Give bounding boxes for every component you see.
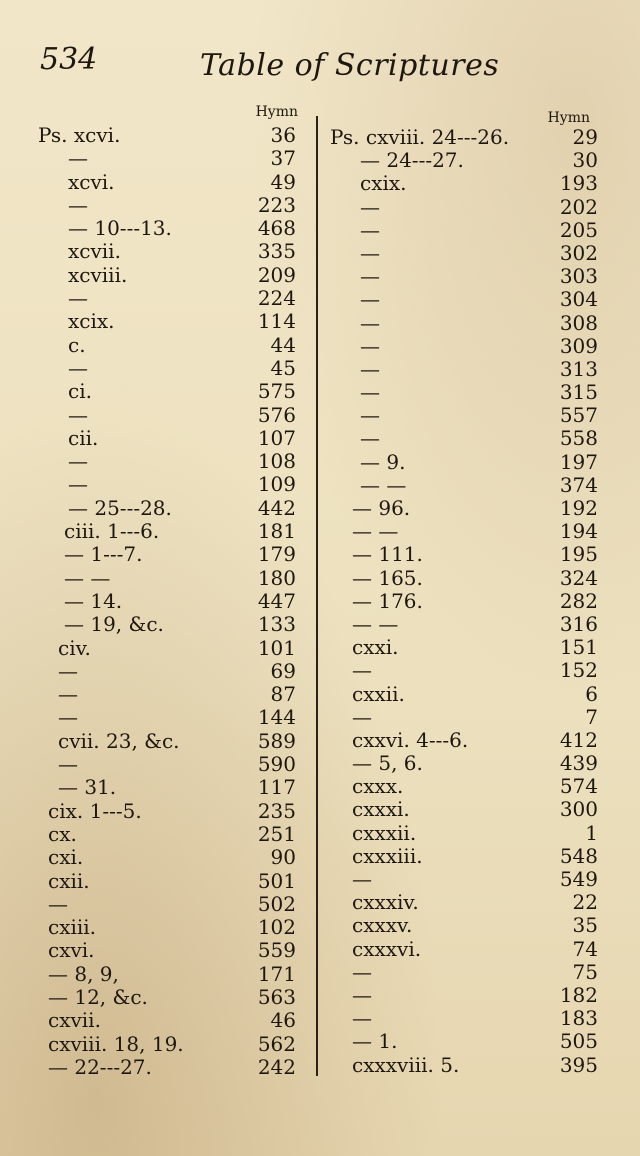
hymn-number: 29: [572, 125, 598, 149]
index-entry: [34, 1056, 310, 1079]
hymn-number: 144: [257, 705, 296, 730]
index-entry: [34, 380, 310, 403]
scripture-reference: cxxii.: [352, 681, 405, 706]
scripture-reference: — 96.: [352, 496, 411, 520]
scripture-reference: —: [360, 356, 380, 381]
scripture-reference: c.: [68, 332, 86, 357]
index-entry: [34, 520, 310, 543]
scripture-reference: ci.: [68, 379, 92, 404]
scripture-reference: Ps. xcvi.: [38, 123, 121, 147]
index-entry: [34, 613, 310, 636]
hymn-number: 316: [559, 611, 598, 636]
index-entry: [326, 798, 602, 821]
index-entry: [34, 473, 310, 496]
hymn-number: 562: [257, 1031, 296, 1056]
page-number: 534: [40, 42, 98, 77]
hymn-number: 197: [559, 449, 598, 474]
hymn-number: 44: [270, 332, 296, 357]
hymn-number: 576: [257, 402, 296, 427]
hymn-number: 324: [559, 565, 598, 590]
scripture-reference: —: [58, 705, 78, 730]
index-entry: [326, 196, 602, 219]
index-entry: [326, 219, 602, 242]
scripture-reference: — 176.: [352, 588, 423, 613]
index-entry: [326, 868, 602, 891]
scripture-reference: —: [360, 333, 380, 358]
index-entry: [34, 963, 310, 986]
hymn-number: 557: [559, 403, 598, 428]
hymn-number: 558: [559, 426, 598, 451]
scripture-reference: — 8, 9,: [48, 961, 119, 986]
index-entry: [34, 846, 310, 869]
index-entry: [326, 474, 602, 497]
hymn-number: 45: [270, 355, 296, 380]
scripture-reference: —: [68, 449, 88, 474]
hymn-number: 69: [270, 658, 296, 683]
index-entry: [326, 845, 602, 868]
index-entry: [326, 358, 602, 381]
index-entry: [34, 660, 310, 683]
index-entry: [326, 242, 602, 265]
index-entry: [34, 986, 310, 1009]
scripture-reference: — 25---28.: [68, 495, 172, 520]
index-entry: [326, 543, 602, 566]
hymn-number: 107: [257, 425, 296, 450]
index-entry: [34, 147, 310, 170]
index-entry: [326, 520, 602, 543]
scripture-reference: — 10---13.: [68, 216, 172, 241]
index-entry: [326, 451, 602, 474]
hymn-number: 205: [559, 217, 598, 242]
left-entry-list: [34, 124, 310, 1079]
hymn-number: 563: [257, 984, 296, 1009]
scripture-reference: — 19, &c.: [64, 612, 164, 637]
index-entry: [34, 730, 310, 753]
hymn-number: 181: [257, 519, 296, 544]
page-title: Table of Scriptures: [200, 48, 500, 83]
scripture-reference: —: [68, 402, 88, 427]
scripture-reference: — 111.: [352, 542, 423, 567]
hymn-number: 179: [257, 542, 296, 567]
index-entry: [34, 823, 310, 846]
scripture-reference: —: [352, 959, 372, 984]
index-entry: [34, 450, 310, 473]
index-entry: [326, 126, 602, 149]
index-entry: [34, 217, 310, 240]
hymn-number: 242: [257, 1054, 296, 1079]
scripture-reference: — —: [352, 519, 399, 544]
index-entry: [326, 706, 602, 729]
hymn-number: 548: [559, 843, 598, 868]
index-entry: [34, 1033, 310, 1056]
scripture-reference: — 22---27.: [48, 1054, 152, 1079]
column-divider: [316, 116, 318, 1076]
index-entry: [34, 706, 310, 729]
scripture-reference: — 14.: [64, 588, 123, 613]
hymn-number: 193: [559, 171, 598, 196]
scripture-reference: civ.: [58, 635, 91, 660]
hymn-number: 251: [257, 821, 296, 846]
index-entry: [34, 567, 310, 590]
hymn-number: 87: [270, 682, 296, 707]
scripture-reference: —: [360, 426, 380, 451]
scripture-reference: —: [58, 682, 78, 707]
index-entry: [34, 287, 310, 310]
scripture-reference: —: [360, 194, 380, 219]
hymn-number: 49: [270, 169, 296, 194]
scripture-reference: —: [352, 658, 372, 683]
index-entry: [34, 870, 310, 893]
index-entry: [34, 497, 310, 520]
scripture-reference: —: [360, 403, 380, 428]
scripture-reference: —: [352, 1006, 372, 1031]
scripture-reference: —: [58, 752, 78, 777]
scripture-reference: —: [48, 891, 68, 916]
hymn-number: 90: [270, 845, 296, 870]
hymn-number: 395: [559, 1052, 598, 1077]
index-entry: [326, 938, 602, 961]
scripture-reference: — 5, 6.: [352, 751, 423, 776]
scripture-reference: cxxxii.: [352, 820, 417, 845]
left-column: [34, 104, 310, 1079]
index-entry: [326, 984, 602, 1007]
index-entry: [34, 171, 310, 194]
hymn-number: 46: [270, 1008, 296, 1033]
index-entry: [326, 752, 602, 775]
scripture-reference: xcix.: [68, 309, 115, 334]
hymn-number: 304: [559, 287, 598, 312]
scripture-reference: —: [68, 286, 88, 311]
index-entry: [34, 124, 310, 147]
hymn-number: 559: [257, 938, 296, 963]
scripture-reference: xcviii.: [68, 262, 128, 287]
index-entry: [326, 427, 602, 450]
index-entry: [326, 729, 602, 752]
index-entry: [34, 590, 310, 613]
index-entry: [34, 683, 310, 706]
right-entry-list: [326, 126, 602, 1077]
hymn-number: 501: [257, 868, 296, 893]
hymn-number: 335: [257, 239, 296, 264]
hymn-number: 224: [257, 286, 296, 311]
index-entry: [326, 590, 602, 613]
index-entry: [326, 1007, 602, 1030]
hymn-number: 1: [585, 820, 598, 845]
scripture-reference: cii.: [68, 425, 99, 450]
scripture-reference: — 24---27.: [360, 148, 464, 173]
index-entry: [326, 335, 602, 358]
index-entry: [326, 288, 602, 311]
scripture-reference: —: [360, 287, 380, 312]
scripture-reference: —: [360, 264, 380, 289]
scripture-reference: — 9.: [360, 449, 406, 474]
scripture-reference: —: [360, 310, 380, 335]
scripture-reference: —: [68, 472, 88, 497]
hymn-number: 35: [572, 913, 598, 938]
index-entry: [34, 240, 310, 263]
hymn-number: 108: [257, 449, 296, 474]
index-entry: [326, 381, 602, 404]
hymn-number: 102: [257, 915, 296, 940]
hymn-number: 502: [257, 891, 296, 916]
scripture-reference: Ps. cxviii. 24---26.: [330, 125, 510, 149]
scripture-reference: cxxxv.: [352, 913, 413, 938]
scripture-reference: cxxxvi.: [352, 936, 422, 961]
hymn-number: 133: [257, 612, 296, 637]
hymn-number: 36: [270, 123, 296, 147]
hymn-number: 235: [257, 798, 296, 823]
index-entry: [34, 357, 310, 380]
hymn-number: 109: [257, 472, 296, 497]
scripture-reference: — —: [360, 472, 407, 497]
hymn-number: 575: [257, 379, 296, 404]
hymn-number: 101: [257, 635, 296, 660]
scripture-reference: —: [352, 982, 372, 1007]
hymn-number: 223: [257, 192, 296, 217]
scripture-reference: —: [360, 380, 380, 405]
scripture-reference: —: [352, 867, 372, 891]
hymn-number: 6: [585, 681, 598, 706]
hymn-number: 468: [257, 216, 296, 241]
scripture-reference: — —: [352, 611, 399, 636]
scripture-reference: —: [360, 217, 380, 242]
index-entry: [34, 916, 310, 939]
index-entry: [326, 1030, 602, 1053]
scripture-reference: cxxxiv.: [352, 890, 419, 915]
hymn-number: 180: [257, 565, 296, 590]
scripture-reference: cxxxi.: [352, 797, 410, 822]
scripture-reference: cxxxviii. 5.: [352, 1052, 460, 1077]
scripture-reference: cxxi.: [352, 635, 399, 660]
index-entry: [326, 497, 602, 520]
scripture-reference: cxii.: [48, 868, 90, 893]
hymn-number: 282: [559, 588, 598, 613]
scripture-reference: — 1.: [352, 1029, 398, 1054]
scripture-reference: cxix.: [360, 171, 407, 196]
hymn-number: 75: [572, 959, 598, 984]
hymn-number: 202: [559, 194, 598, 219]
hymn-number: 439: [559, 751, 598, 776]
index-entry: [326, 613, 602, 636]
index-entry: [34, 264, 310, 287]
hymn-number: 589: [257, 728, 296, 753]
index-entry: [34, 893, 310, 916]
hymn-number: 209: [257, 262, 296, 287]
hymn-number: 22: [572, 890, 598, 915]
hymn-number: 590: [257, 752, 296, 777]
scripture-reference: cxiii.: [48, 915, 97, 940]
scripture-reference: cix. 1---5.: [48, 798, 142, 823]
right-column-header: Hymn: [547, 110, 590, 126]
scripture-reference: — 12, &c.: [48, 984, 148, 1009]
hymn-number: 300: [559, 797, 598, 822]
scripture-reference: cxviii. 18, 19.: [48, 1031, 184, 1056]
index-entry: [34, 194, 310, 217]
hymn-number: 182: [559, 982, 598, 1007]
scripture-reference: — 1---7.: [64, 542, 143, 567]
hymn-number: 374: [559, 472, 598, 497]
index-entry: [34, 334, 310, 357]
hymn-number: 7: [585, 704, 598, 729]
hymn-number: 74: [572, 936, 598, 961]
scripture-reference: xcvi.: [68, 169, 115, 194]
hymn-number: 195: [559, 542, 598, 567]
hymn-number: 302: [559, 240, 598, 265]
right-column: [326, 104, 602, 1077]
hymn-number: 192: [559, 496, 598, 520]
scripture-reference: cxxxiii.: [352, 843, 423, 868]
index-entry: [34, 427, 310, 450]
index-entry: [326, 172, 602, 195]
index-entry: [326, 659, 602, 682]
scripture-reference: cx.: [48, 821, 77, 846]
index-entry: [34, 310, 310, 333]
index-entry: [326, 149, 602, 172]
hymn-number: 574: [559, 774, 598, 799]
scripture-reference: ciii. 1---6.: [64, 519, 160, 544]
index-entry: [326, 265, 602, 288]
hymn-number: 117: [257, 775, 296, 800]
scripture-reference: cvii. 23, &c.: [58, 728, 180, 753]
index-entry: [326, 404, 602, 427]
index-entry: [34, 543, 310, 566]
hymn-number: 309: [559, 333, 598, 358]
scripture-reference: —: [68, 192, 88, 217]
scripture-reference: cxxx.: [352, 774, 404, 799]
index-entry: [34, 939, 310, 962]
index-entry: [326, 822, 602, 845]
index-entry: [326, 914, 602, 937]
hymn-number: 315: [559, 380, 598, 405]
index-entry: [326, 1054, 602, 1077]
index-entry: [34, 753, 310, 776]
scripture-reference: —: [58, 658, 78, 683]
scripture-reference: —: [68, 355, 88, 380]
hymn-number: 549: [559, 867, 598, 891]
hymn-number: 30: [572, 148, 598, 173]
left-column-header: Hymn: [255, 104, 298, 120]
scripture-reference: — 165.: [352, 565, 423, 590]
hymn-number: 183: [559, 1006, 598, 1031]
scripture-reference: —: [68, 146, 88, 171]
hymn-number: 152: [559, 658, 598, 683]
index-entry: [34, 404, 310, 427]
index-entry: [34, 1009, 310, 1032]
hymn-number: 37: [270, 146, 296, 171]
hymn-number: 308: [559, 310, 598, 335]
index-entry: [34, 776, 310, 799]
hymn-number: 303: [559, 264, 598, 289]
scripture-reference: cxvii.: [48, 1008, 101, 1033]
scripture-reference: — 31.: [58, 775, 117, 800]
hymn-number: 412: [559, 727, 598, 752]
index-entry: [326, 636, 602, 659]
scripture-reference: cxi.: [48, 845, 84, 870]
hymn-number: 114: [257, 309, 296, 334]
scripture-reference: —: [360, 240, 380, 265]
index-entry: [326, 961, 602, 984]
index-entry: [34, 637, 310, 660]
hymn-number: 313: [559, 356, 598, 381]
hymn-number: 151: [559, 635, 598, 660]
index-entry: [326, 775, 602, 798]
index-entry: [326, 567, 602, 590]
hymn-number: 194: [559, 519, 598, 544]
scripture-reference: cxxvi. 4---6.: [352, 727, 469, 752]
index-entry: [326, 891, 602, 914]
hymn-number: 447: [257, 588, 296, 613]
index-entry: [34, 800, 310, 823]
hymn-number: 442: [257, 495, 296, 520]
scripture-reference: xcvii.: [68, 239, 121, 264]
scripture-reference: —: [352, 704, 372, 729]
index-entry: [326, 312, 602, 335]
hymn-number: 505: [559, 1029, 598, 1054]
hymn-number: 171: [257, 961, 296, 986]
scripture-reference: — —: [64, 565, 111, 590]
index-entry: [326, 683, 602, 706]
scripture-reference: cxvi.: [48, 938, 95, 963]
